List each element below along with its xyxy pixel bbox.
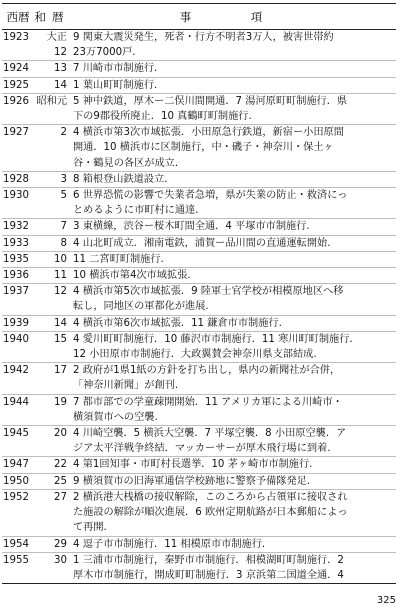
table-row <box>2 426 396 457</box>
table-row <box>2 30 396 61</box>
event-cell: 4 愛川町町制施行．10 藤沢市市制施行．11 寒川町町制施行． 12 小田原市市制施行．大政翼賛会神奈川県支部結成. <box>73 333 360 361</box>
year-cell: 1939 <box>3 317 29 329</box>
table-row <box>2 94 396 125</box>
year-cell: 1925 <box>3 79 29 91</box>
event-cell: 3 東横線，渋谷ー桜木町間全通．4 平塚市市制施行. <box>73 221 310 233</box>
table-row <box>2 252 396 268</box>
era-cell: 15 <box>54 333 67 345</box>
year-cell: 1940 <box>3 333 29 345</box>
year-cell: 1924 <box>3 63 29 75</box>
era-cell: 12 <box>54 286 67 298</box>
table-row <box>2 553 396 583</box>
event-cell: 4 山北町成立．湘南電鉄，浦賀ー品川間の直通運転開始. <box>73 237 331 249</box>
event-cell: 4 横浜市第6次市域拡張．11 鎌倉市市制施行. <box>73 317 282 329</box>
table-row <box>2 363 396 394</box>
era-cell: 25 <box>54 475 67 487</box>
event-cell: 4 川崎空襲．5 横浜大空襲．7 平塚空襲．8 小田原空襲．ア ジア太平洋戦争終結．マッカーサーが厚木飛行場に到着. <box>73 428 347 455</box>
table-row <box>2 219 396 235</box>
era-cell: 10 <box>54 253 67 265</box>
era-cell: 14 <box>54 317 67 329</box>
era-cell: 20 <box>54 428 67 440</box>
era-cell: 8 <box>60 237 67 249</box>
year-cell: 1955 <box>3 554 29 566</box>
event-cell: 10 横浜市第4次市域拡張. <box>73 270 191 282</box>
table-row <box>2 78 396 94</box>
era-cell: 30 <box>54 554 67 566</box>
table-row <box>2 284 396 315</box>
year-cell: 1927 <box>3 127 29 139</box>
table-row <box>2 316 396 332</box>
era-cell: 13 <box>54 63 67 75</box>
era-cell: 2 <box>60 127 67 139</box>
era-cell: 17 <box>54 365 67 377</box>
table-row <box>2 125 396 172</box>
year-cell: 1947 <box>3 459 29 471</box>
table-row <box>2 61 396 77</box>
era-cell: 27 <box>54 491 67 503</box>
year-cell: 1933 <box>3 237 29 249</box>
page-number: 325 <box>376 595 396 606</box>
table-row <box>2 474 396 490</box>
era-cell: 19 <box>54 396 67 408</box>
era-cell: 11 <box>54 270 67 282</box>
year-cell: 1944 <box>3 396 29 408</box>
event-cell: 8 箱根登山鉄道設立. <box>73 173 168 185</box>
event-cell: 1 葉山町町制施行. <box>73 79 158 91</box>
event-cell: 11 二宮町町制施行. <box>73 253 164 265</box>
year-cell: 1952 <box>3 491 29 503</box>
event-cell: 5 神中鉄道，厚木ー二俣川間開通．7 湯河原町町制施行．県 下の9郡役所廃止．10 真鶴町町制施行. <box>73 95 348 123</box>
event-cell: 4 第1回知事・市町村長選挙．10 茅ヶ崎市市制施行. <box>73 459 313 471</box>
event-cell: 4 横浜市第5次市域拡張．9 陸軍士官学校が相模原地区へ移 転し，同地区の軍都化が進展. <box>73 286 344 313</box>
era-cell: 14 <box>54 79 67 91</box>
era-cell: 大正12 <box>46 32 67 59</box>
table-row <box>2 268 396 284</box>
event-cell: 1 三浦市市制施行，秦野市市制施行．相模湖町町制施行．2 厚木市市制施行，開成町町制施行．3 京浜第二国道全通．4 <box>73 554 344 581</box>
chronology-table <box>2 3 396 584</box>
era-cell: 29 <box>54 538 67 550</box>
event-cell: 4 逗子市市制施行．11 相模原市市制施行. <box>73 538 266 550</box>
event-cell: 9 関東大震災発生，死者・行方不明者3万人，被害世帯約 23万7000戸. <box>73 32 334 59</box>
event-cell: 2 横浜港大桟橋の接収解除，このころから占領軍に接収され た施設の解除が順次進展．6 欧州定期航路が日本郵船によっ て再開. <box>73 491 348 534</box>
year-cell: 1923 <box>3 32 29 43</box>
year-cell: 1932 <box>3 221 29 233</box>
era-cell: 昭和元 <box>36 95 67 107</box>
year-cell: 1936 <box>3 270 29 282</box>
year-cell: 1930 <box>3 190 29 202</box>
year-cell: 1937 <box>3 286 29 298</box>
table-row <box>2 395 396 426</box>
table-body <box>2 30 396 583</box>
table-row <box>2 457 396 473</box>
year-cell: 1950 <box>3 475 29 487</box>
year-cell: 1945 <box>3 428 29 440</box>
table-row <box>2 537 396 553</box>
event-cell: 7 都市部での学童疎開開始．11 アメリカ軍による川崎市・ 横須賀市への空襲. <box>73 396 343 423</box>
era-cell: 22 <box>54 459 67 471</box>
era-cell: 3 <box>60 173 67 185</box>
era-cell: 5 <box>60 190 67 202</box>
event-cell: 4 横浜市第3次市域拡張．小田原急行鉄道，新宿ー小田原間 開通．10 横浜市に区制施行，中・磯子・神奈川・保土ヶ 谷・鶴見の各区が成立. <box>73 127 344 169</box>
year-cell: 1942 <box>3 365 29 377</box>
event-cell: 9 横須賀市の旧海軍通信学校跡地に警察予備隊発足. <box>73 475 311 487</box>
header-japanese-era: 和暦 <box>34 9 70 24</box>
header-western-year: 西暦 <box>6 9 30 24</box>
year-cell: 1935 <box>3 253 29 265</box>
table-header <box>2 4 396 30</box>
table-row <box>2 188 396 219</box>
table-row <box>2 236 396 252</box>
era-cell: 7 <box>60 221 67 233</box>
header-events: 事 項 <box>179 9 287 24</box>
event-cell: 6 世界恐慌の影響で失業者急増，県が失業の防止・救済にっ とめるように市町村に通達. <box>73 190 348 217</box>
table-row <box>2 332 396 363</box>
year-cell: 1928 <box>3 173 29 185</box>
table-row <box>2 490 396 537</box>
year-cell: 1954 <box>3 538 29 550</box>
year-cell: 1926 <box>3 95 29 107</box>
table-row <box>2 172 396 188</box>
event-cell: 7 川崎市市制施行. <box>73 63 158 75</box>
event-cell: 2 政府が1県1紙の方針を打ち出し，県内の新聞社が合併， 「神奈川新聞」が創刊. <box>73 365 341 392</box>
